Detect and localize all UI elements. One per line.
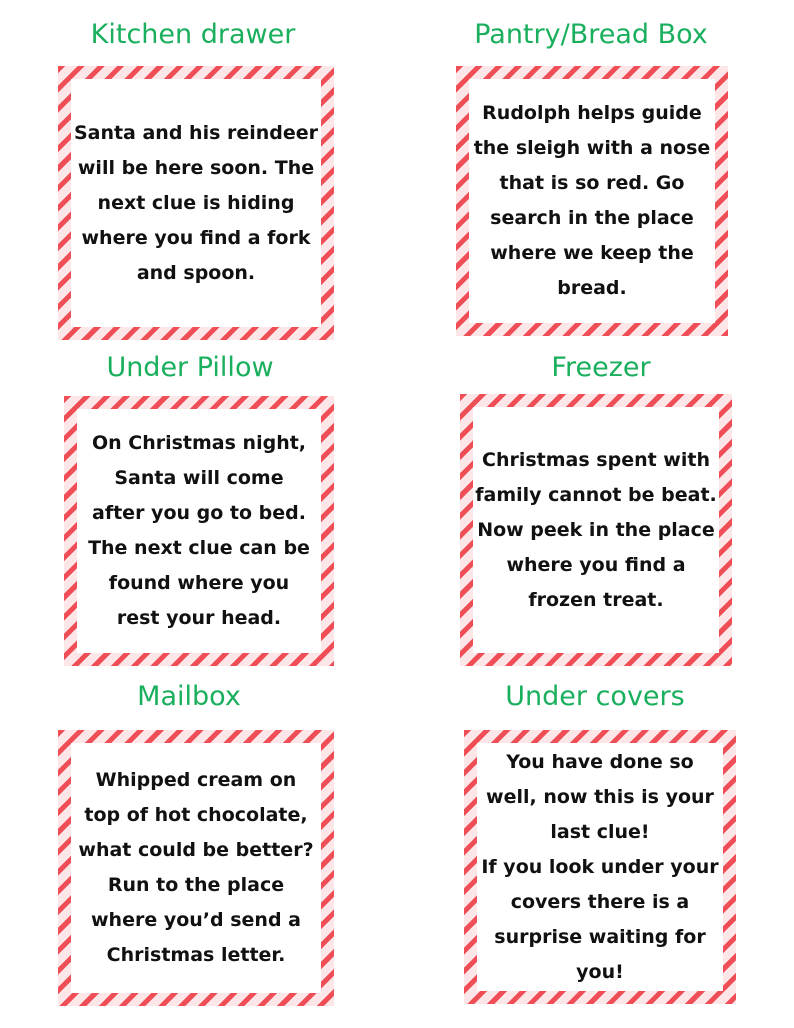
clue-card-body: [473, 407, 719, 653]
clue-card-body: [477, 743, 723, 991]
clue-text: Christmas spent with family cannot be beat. Now peek in the place where you find a frozen treat.: [475, 448, 717, 611]
location-label-kitchen-drawer: Kitchen drawer: [90, 19, 296, 50]
clue-card-body: [77, 409, 321, 653]
clue-text: You have done so well, now this is your last clue! If you look under your covers there is a surprise waiting for you!: [481, 750, 719, 983]
location-label-under-pillow: Under Pillow: [106, 352, 274, 383]
clue-card-body: [71, 79, 321, 327]
clue-card-under-pillow: [64, 396, 334, 666]
location-label-under-covers: Under covers: [505, 681, 685, 712]
location-label-pantry-bread-box: Pantry/Bread Box: [474, 19, 708, 50]
clue-card-body: [71, 743, 321, 993]
location-label-freezer: Freezer: [551, 352, 651, 383]
location-label-mailbox: Mailbox: [137, 681, 241, 712]
clue-card-under-covers: [464, 730, 736, 1004]
clue-card-kitchen-drawer: [58, 66, 334, 340]
clue-text: Santa and his reindeer will be here soon. The next clue is hiding where you find a fork and spoon.: [73, 121, 319, 284]
clue-text: Rudolph helps guide the sleigh with a nose that is so red. Go search in the place where we keep the bread.: [473, 102, 711, 299]
clue-card-pantry-bread-box: [456, 66, 728, 336]
clue-card-mailbox: [58, 730, 334, 1006]
clue-text: On Christmas night, Santa will come after you go to bed. The next clue can be found where you rest your head.: [88, 432, 310, 629]
clue-card-freezer: [460, 394, 732, 666]
clue-text: Whipped cream on top of hot chocolate, what could be better? Run to the place where you’d send a Christmas letter.: [78, 769, 314, 966]
clue-card-body: [469, 79, 715, 323]
